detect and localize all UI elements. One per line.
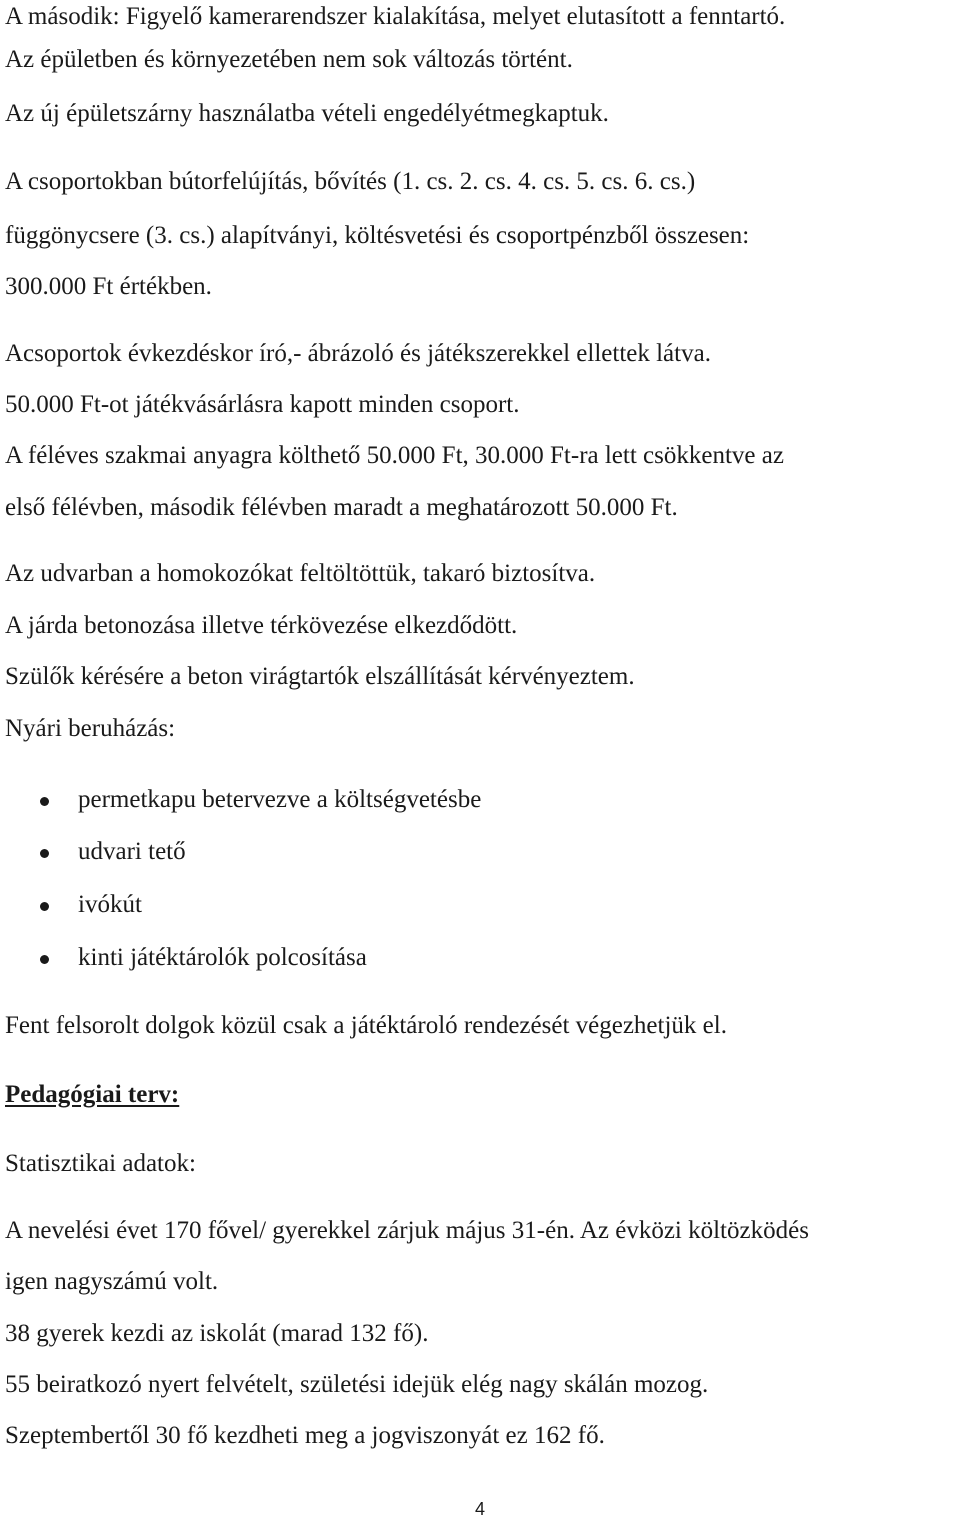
text-line: igen nagyszámú volt. bbox=[5, 1268, 219, 1295]
text-line: Acsoportok évkezdéskor író,- ábrázoló és játékszerekkel ellettek látva. bbox=[5, 340, 711, 367]
text-line: Az udvarban a homokozókat feltöltöttük, takaró biztosítva. bbox=[5, 560, 596, 587]
bullet-icon bbox=[40, 955, 49, 964]
list-item: ivókút bbox=[78, 891, 142, 918]
text-line: 38 gyerek kezdi az iskolát (marad 132 fő). bbox=[5, 1320, 429, 1347]
text-line: 55 beiratkozó nyert felvételt, születési idejük elég nagy skálán mozog. bbox=[5, 1371, 709, 1398]
bullet-icon bbox=[40, 849, 49, 858]
text-line: Fent felsorolt dolgok közül csak a játéktároló rendezését végezhetjük el. bbox=[5, 1012, 727, 1039]
bullet-icon bbox=[40, 902, 49, 911]
text-line: Az épületben és környezetében nem sok változás történt. bbox=[5, 46, 573, 73]
list-item: permetkapu betervezve a költségvetésbe bbox=[78, 786, 482, 813]
text-line: Szeptembertől 30 fő kezdheti meg a jogviszonyát ez 162 fő. bbox=[5, 1422, 605, 1449]
list-item: kinti játéktárolók polcosítása bbox=[78, 944, 367, 971]
text-line: A nevelési évet 170 fővel/ gyerekkel zárjuk május 31-én. Az évközi költözködés bbox=[5, 1217, 809, 1244]
stats-title: Statisztikai adatok: bbox=[5, 1150, 196, 1177]
list-item: udvari tető bbox=[78, 838, 186, 865]
text-line: Nyári beruházás: bbox=[5, 715, 176, 742]
text-line: 300.000 Ft értékben. bbox=[5, 273, 212, 300]
text-line: Az új épületszárny használatba vételi engedélyétmegkaptuk. bbox=[5, 100, 609, 127]
text-line: A csoportokban bútorfelújítás, bővítés (1. cs. 2. cs. 4. cs. 5. cs. 6. cs.) bbox=[5, 168, 696, 195]
text-line: A második: Figyelő kamerarendszer kialakítása, melyet elutasított a fenntartó. bbox=[5, 3, 786, 30]
text-line: Szülők kérésére a beton virágtartók elszállítását kérvényeztem. bbox=[5, 663, 635, 690]
text-line: 50.000 Ft-ot játékvásárlásra kapott minden csoport. bbox=[5, 391, 520, 418]
text-line: függönycsere (3. cs.) alapítványi, költésvetési és csoportpénzből összesen: bbox=[5, 222, 750, 249]
text-line: A féléves szakmai anyagra költhető 50.000 Ft, 30.000 Ft-ra lett csökkentve az bbox=[5, 442, 784, 469]
text-line: első félévben, második félévben maradt a meghatározott 50.000 Ft. bbox=[5, 494, 678, 521]
section-heading: Pedagógiai terv: bbox=[5, 1081, 180, 1108]
bullet-icon bbox=[40, 797, 49, 806]
page-number: 4 bbox=[474, 1499, 485, 1519]
text-line: A járda betonozása illetve térkövezése elkezdődött. bbox=[5, 612, 518, 639]
